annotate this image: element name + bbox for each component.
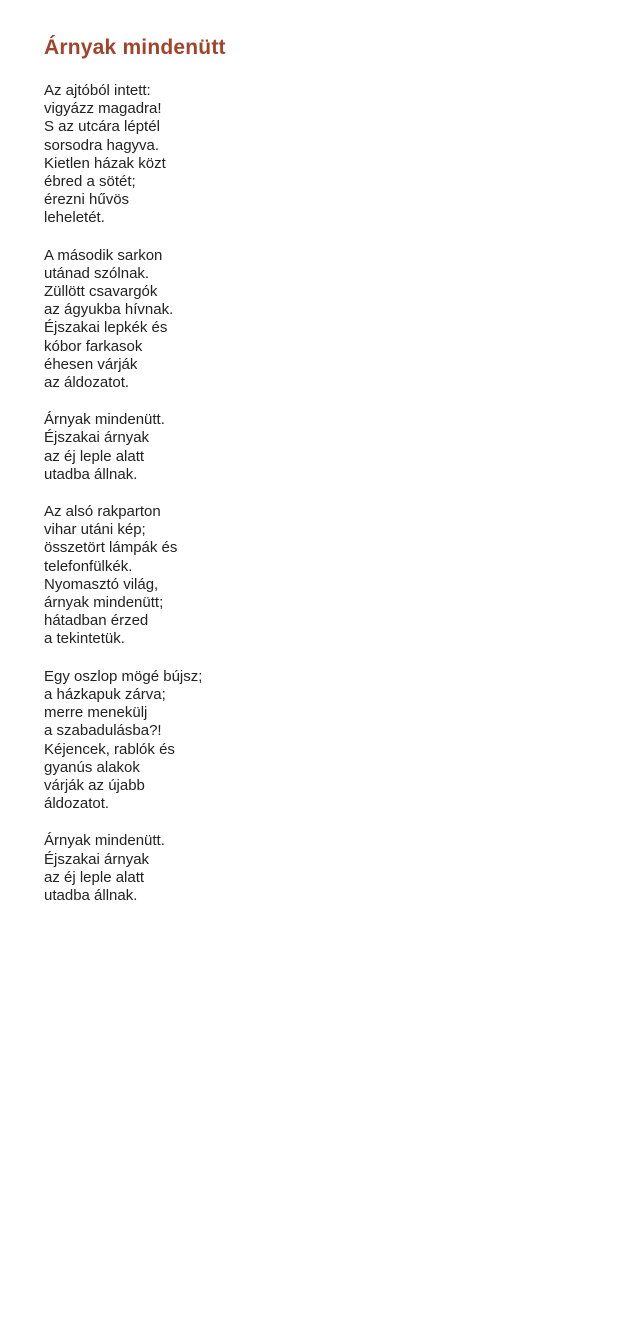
poem-line: árnyak mindenütt; <box>44 594 164 612</box>
poem-line: az éj leple alatt <box>44 868 145 886</box>
poem-body <box>44 82 604 905</box>
poem-line: merre menekülj <box>44 704 148 722</box>
poem-line: Éjszakai lepkék és <box>44 319 168 337</box>
poem-line: leheletét. <box>44 209 105 227</box>
poem-line: utadba állnak. <box>44 465 138 483</box>
poem-line: az ágyukba hívnak. <box>44 301 174 319</box>
poem-line: Egy oszlop mögé bújsz; <box>44 667 203 685</box>
poem-line: az éj leple alatt <box>44 447 145 465</box>
poem-line: telefonfülkék. <box>44 557 133 575</box>
poem-line: Az alsó rakparton <box>44 503 161 521</box>
poem-line: a tekintetük. <box>44 630 125 648</box>
poem-line: érezni hűvös <box>44 191 130 209</box>
poem-line: Árnyak mindenütt. <box>44 832 165 850</box>
poem-line: összetört lámpák és <box>44 539 178 557</box>
poem-line: Éjszakai árnyak <box>44 850 150 868</box>
poem-stanza <box>44 503 604 649</box>
poem-stanza <box>44 82 604 228</box>
poem-stanza <box>44 247 604 393</box>
poem-line: vihar utáni kép; <box>44 521 146 539</box>
poem-line: Züllött csavargók <box>44 283 158 301</box>
poem-line: Az ajtóból intett: <box>44 82 151 99</box>
poem-line: éhesen várják <box>44 355 138 373</box>
poem-line: várják az újabb <box>44 776 145 794</box>
poem-line: Árnyak mindenütt. <box>44 411 165 429</box>
poem-line: utánad szólnak. <box>44 264 150 282</box>
poem-stanza <box>44 411 604 484</box>
poem-line: gyanús alakok <box>44 758 140 776</box>
poem-page <box>44 34 604 924</box>
poem-line: Kietlen házak közt <box>44 154 166 172</box>
poem-line: sorsodra hagyva. <box>44 136 160 154</box>
poem-line: Éjszakai árnyak <box>44 429 150 447</box>
poem-stanza <box>44 832 604 905</box>
poem-line: a házkapuk zárva; <box>44 685 166 703</box>
poem-line: Kéjencek, rablók és <box>44 740 175 758</box>
poem-line: A második sarkon <box>44 246 163 264</box>
poem-line: az áldozatot. <box>44 374 130 392</box>
poem-stanza <box>44 668 604 814</box>
poem-line: ébred a sötét; <box>44 173 136 191</box>
poem-line: vigyázz magadra! <box>44 100 162 118</box>
poem-line: S az utcára léptél <box>44 118 160 136</box>
poem-line: kóbor farkasok <box>44 337 143 355</box>
poem-line: hátadban érzed <box>44 612 149 630</box>
poem-title: Árnyak mindenütt <box>44 36 226 59</box>
poem-line: Nyomasztó világ, <box>44 575 159 593</box>
poem-line: utadba állnak. <box>44 886 138 904</box>
poem-line: áldozatot. <box>44 795 110 813</box>
poem-line: a szabadulásba?! <box>44 722 162 740</box>
